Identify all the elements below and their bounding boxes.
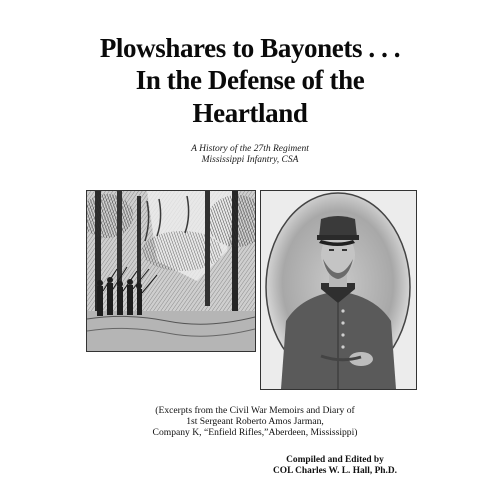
subtitle-line-2: Mississippi Infantry, CSA: [201, 155, 299, 165]
battle-engraving-image: [86, 190, 256, 352]
title-line-2: In the Defense of the: [135, 65, 365, 95]
excerpt-line-3: Company K, “Enfield Rifles,”Aberdeen, Mississippi): [152, 427, 358, 438]
excerpt-line-2: 1st Sergeant Roberto Amos Jarman,: [186, 416, 324, 427]
title-line-1: Plowshares to Bayonets . . .: [99, 33, 401, 63]
battle-engraving-drawing: [87, 191, 255, 351]
editor-name: COL Charles W. L. Hall, Ph.D.: [273, 466, 397, 476]
excerpt-line-1: (Excerpts from the Civil War Memoirs and Diary of: [155, 405, 355, 416]
soldier-portrait-drawing: [261, 191, 416, 389]
subtitle-line-1: A History of the 27th Regiment: [191, 144, 309, 154]
title-line-3: Heartland: [192, 98, 308, 128]
soldier-portrait-image: [260, 190, 417, 390]
compiled-by-label: Compiled and Edited by: [286, 455, 384, 465]
